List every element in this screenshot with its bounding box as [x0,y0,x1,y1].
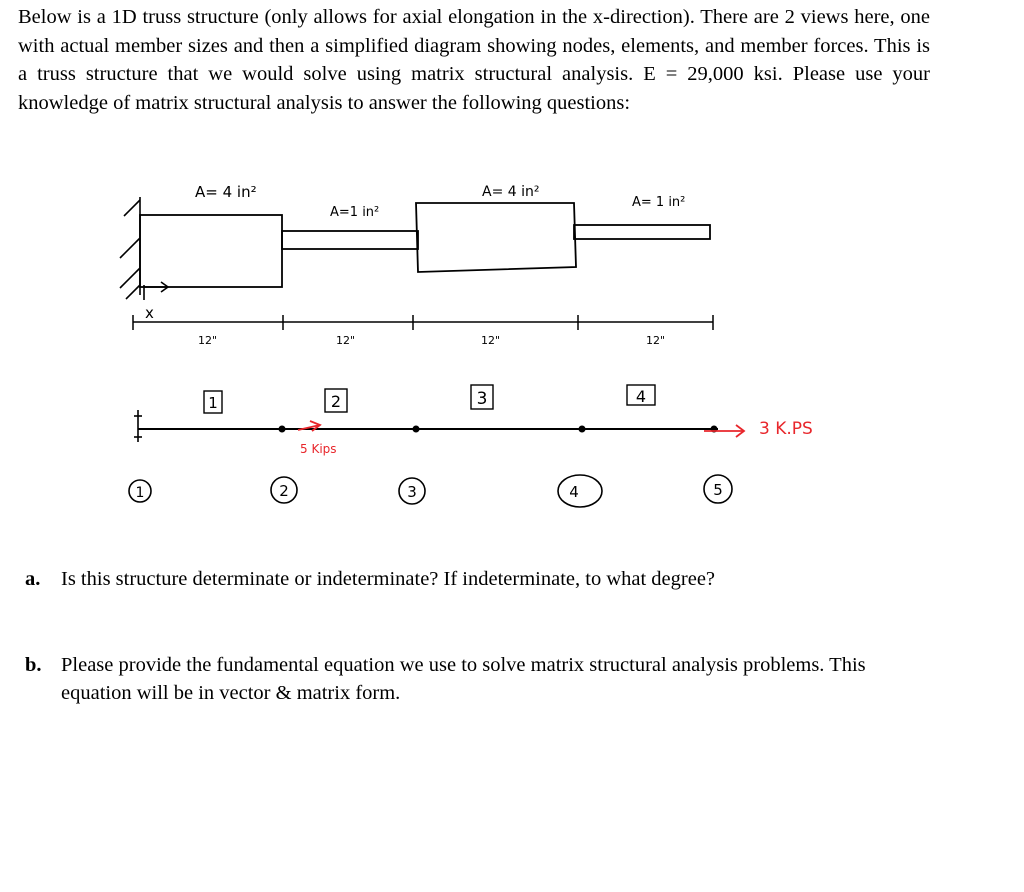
load-label-node-5: 3 K.PS [759,419,813,439]
member-2-length: 12" [336,334,356,347]
question-b [25,651,931,707]
node-4-label: 4 [569,483,579,501]
element-1-box [204,391,222,413]
member-1-bar [140,215,282,287]
load-label-node-2: 5 Kips [300,442,337,456]
node-1-label: 1 [135,485,145,501]
node-3-label: 3 [407,483,417,501]
member-4-bar [574,225,710,239]
member-1-area-label: A= 4 in² [195,183,257,201]
question-a-letter: a. [25,568,41,590]
element-4-box [627,385,655,406]
dimension-line [133,315,713,330]
element-2-box [325,389,347,412]
member-3-length: 12" [481,334,501,347]
fixed-support-wall [120,197,140,299]
x-axis-arrow [144,282,168,300]
member-1-length: 12" [198,334,218,347]
question-b-letter: b. [25,654,42,676]
node-3-dot [413,426,420,433]
element-3-label: 3 [476,389,488,409]
element-4-label: 4 [635,387,647,406]
node-4-circle [558,475,602,507]
load-arrow-node-5 [704,425,744,437]
member-4-length: 12" [646,334,666,347]
question-a [25,565,931,593]
x-axis-label: x [145,304,154,322]
support-node-1 [134,410,142,442]
member-2-area-label: A=1 in² [330,205,380,220]
element-1-label: 1 [208,394,218,412]
element-3-box [471,385,493,409]
node-2-label: 2 [279,482,289,500]
member-2-bar [282,231,418,249]
problem-intro: Below is a 1D truss structure (only allows for axial elongation in the x-direction). There are 2 views here, one with actual member sizes and then a simplified diagram showing nodes, elements, and member forces. This is a truss structure that we would solve using matrix structural analysis. E = 29,000 ksi. Please use your knowledge of matrix structural analysis to answer the following questions: [18,6,930,114]
member-3-area-label: A= 4 in² [482,184,540,200]
truss-figure [0,165,1024,525]
node-4-dot [579,426,586,433]
element-2-label: 2 [330,392,342,411]
member-3-bar [416,203,576,272]
node-5-label: 5 [713,481,723,499]
member-4-area-label: A= 1 in² [632,195,686,210]
question-a-text: Is this structure determinate or indeterminate? If indeterminate, to what degree? [61,568,716,590]
node-2-dot [279,426,286,433]
question-b-text: Please provide the fundamental equation we use to solve matrix structural analysis problems. This equation will be in vector & matrix form. [61,654,866,704]
